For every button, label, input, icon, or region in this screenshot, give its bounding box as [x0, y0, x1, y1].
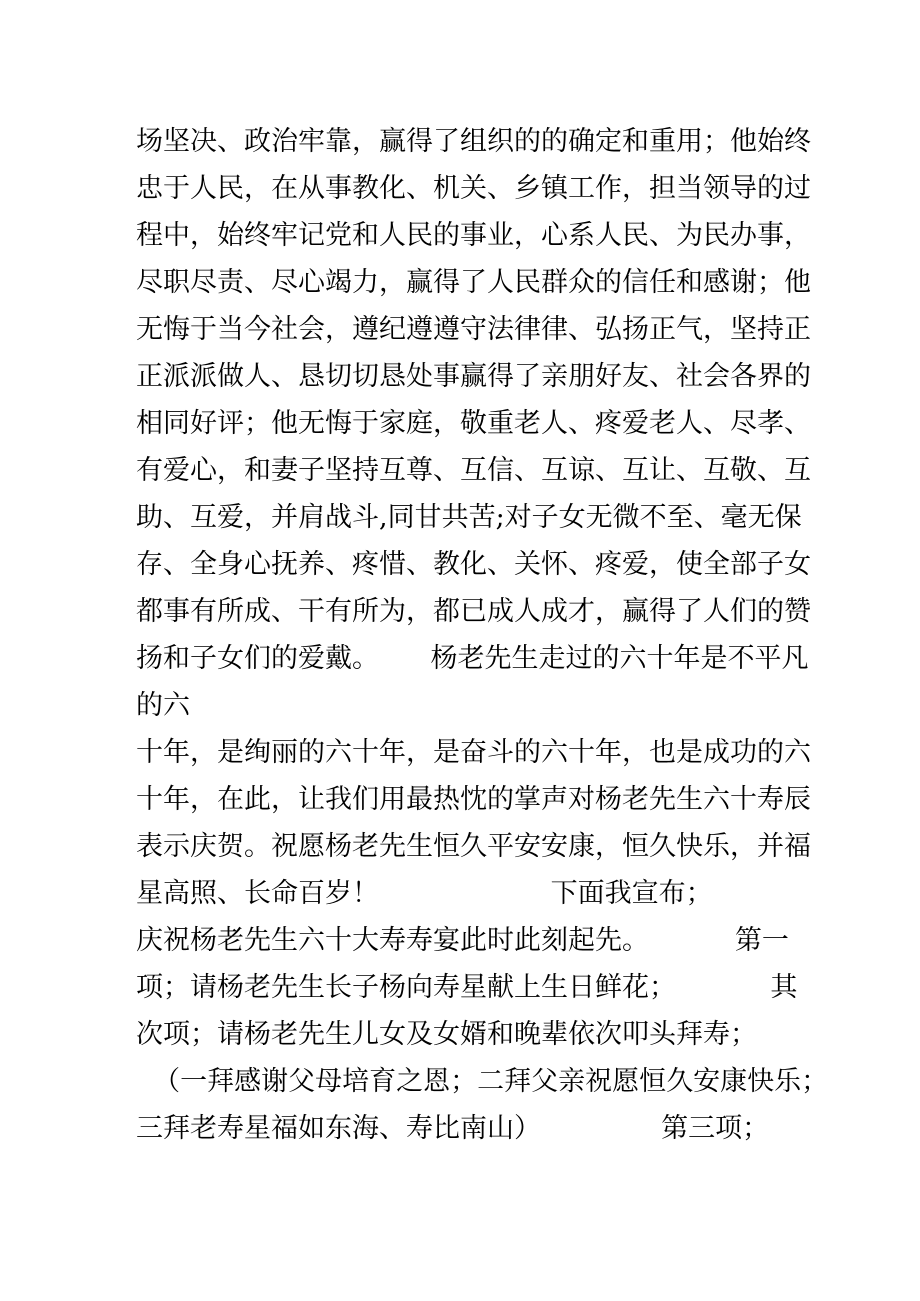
document-body-text — [136, 118, 829, 1152]
text-line: 十年，是绚丽的六十年，是奋斗的六十年，也是成功的六 — [136, 737, 811, 768]
text-line: 星高照、长命百岁！ 下面我宣布； — [136, 878, 713, 909]
text-line: 正派派做人、恳切切恳处事赢得了亲朋好友、社会各界的 — [136, 361, 811, 392]
text-line: 助、互爱，并肩战斗,同甘共苦;对子女无微不至、毫无保 — [136, 502, 802, 533]
text-line: 场坚决、政治牢靠，赢得了组织的的确定和重用；他始终 — [136, 126, 811, 157]
text-line: 的六 — [136, 690, 190, 721]
text-line: 次项；请杨老先生儿女及女婿和晚辈依次叩头拜寿； — [136, 1019, 757, 1050]
text-line: 十年，在此，让我们用最热忱的掌声对杨老先生六十寿辰 — [136, 784, 811, 815]
text-line: 表示庆贺。祝愿杨老先生恒久平安安康，恒久快乐，并福 — [136, 831, 811, 862]
text-line: 尽职尽责、尽心竭力，赢得了人民群众的信任和感谢；他 — [136, 267, 811, 298]
text-line: 都事有所成、干有所为，都已成人成才，赢得了人们的赞 — [136, 596, 811, 627]
text-line: 有爱心，和妻子坚持互尊、互信、互谅、互让、互敬、互 — [136, 455, 811, 486]
text-line: 无悔于当今社会，遵纪遵遵守法律律、弘扬正气，坚持正 — [136, 314, 811, 345]
text-line: 三拜老寿星福如东海、寿比南山） 第三项； — [136, 1113, 770, 1144]
text-line: 相同好评；他无悔于家庭，敬重老人、疼爱老人、尽孝、 — [136, 408, 811, 439]
text-line: 扬和子女们的爱戴。 杨老先生走过的六十年是不平凡 — [136, 643, 809, 674]
text-line: 项；请杨老先生长子杨向寿星献上生日鲜花； 其 — [136, 972, 798, 1003]
text-line: （一拜感谢父母培育之恩；二拜父亲祝愿恒久安康快乐； — [136, 1066, 829, 1097]
text-line: 存、全身心抚养、疼惜、教化、关怀、疼爱，使全部子女 — [136, 549, 811, 580]
text-line: 忠于人民，在从事教化、机关、乡镇工作，担当领导的过 — [136, 173, 811, 204]
text-line: 程中，始终牢记党和人民的事业，心系人民、为民办事， — [136, 220, 811, 251]
text-line: 庆祝杨老先生六十大寿寿宴此时此刻起先。 第一 — [136, 925, 789, 956]
